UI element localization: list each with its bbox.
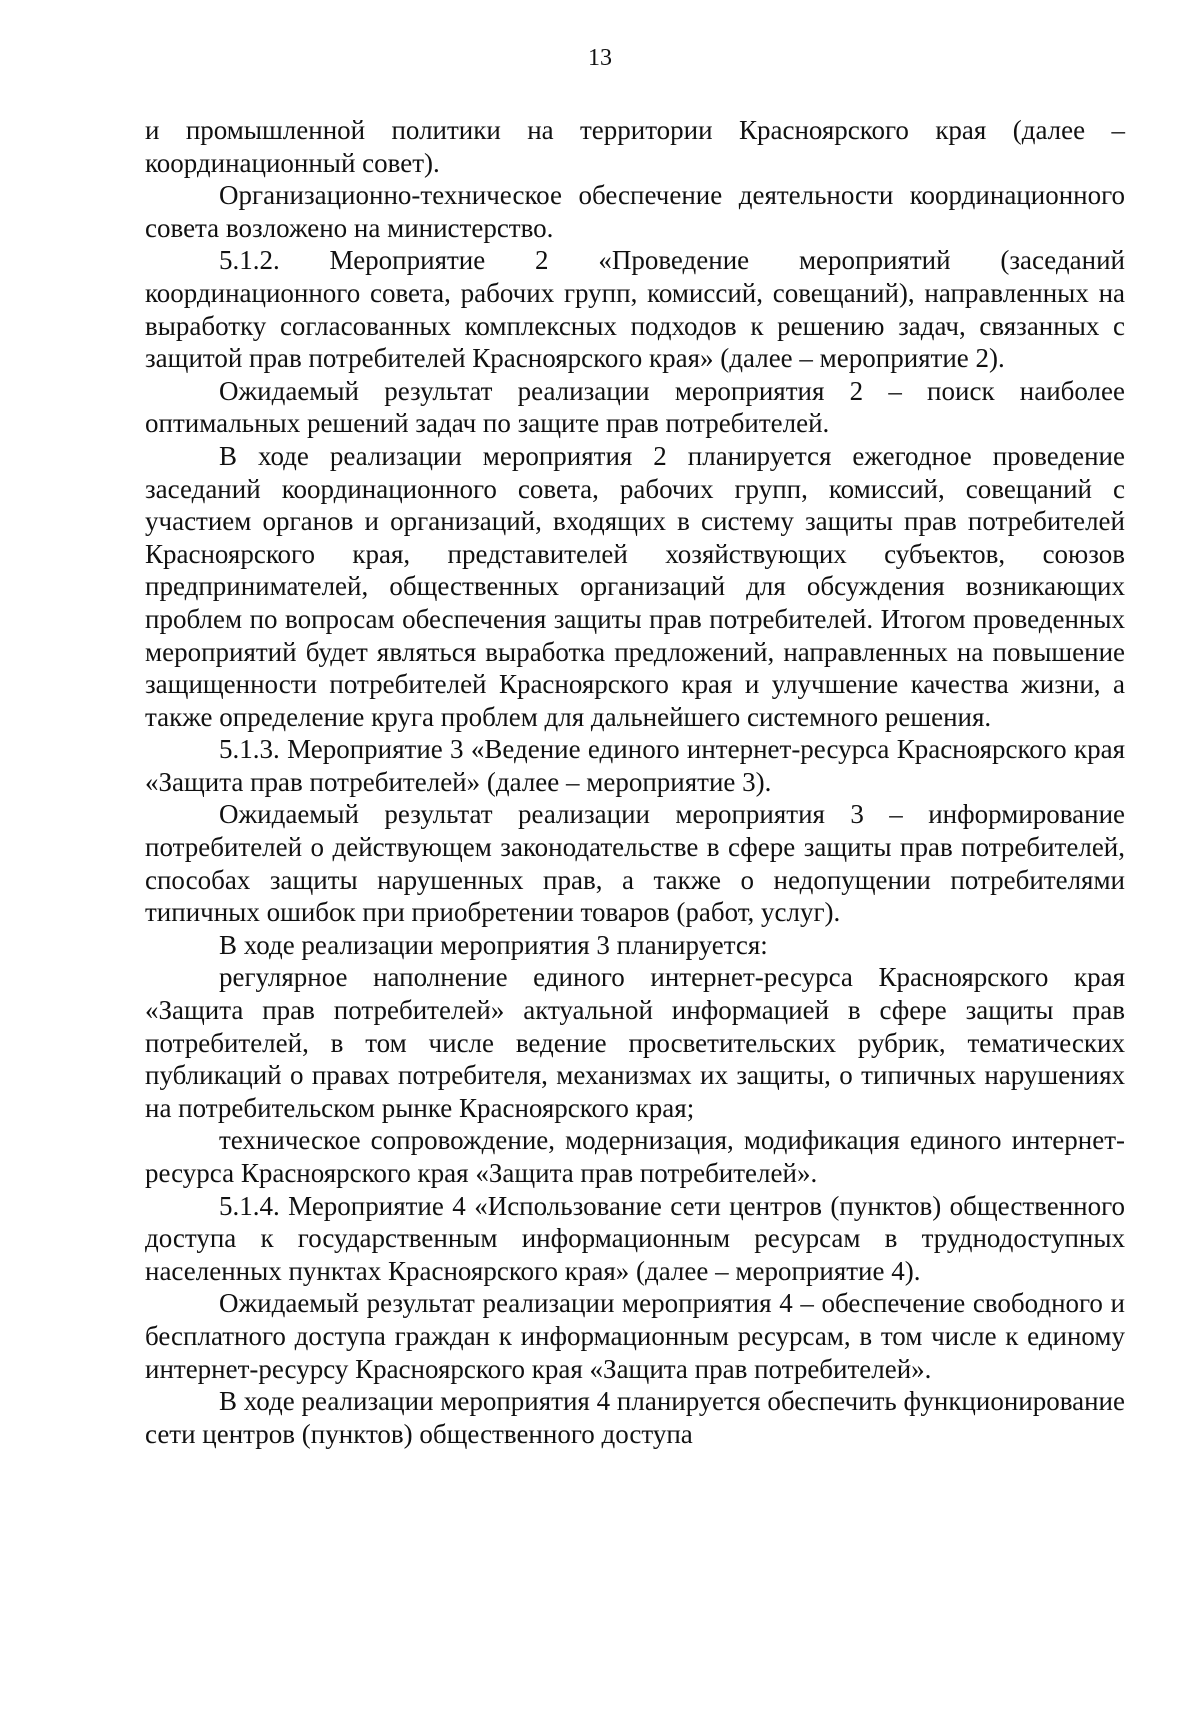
- paragraph: В ходе реализации мероприятия 4 планируется обеспечить функционирование сети центров (пунктов) общественного доступа: [145, 1386, 1125, 1449]
- paragraph-item-5-1-2: 5.1.2. Мероприятие 2 «Проведение мероприятий (заседаний координационного совета, рабочих групп, комиссий, совещаний), направленных на выработку согласованных комплексных подходов к решению задач, связанных с защитой прав потребителей Красноярского края» (далее – мероприятие 2).: [145, 245, 1125, 374]
- paragraph: Ожидаемый результат реализации мероприятия 2 – поиск наиболее оптимальных решений задач по защите прав потребителей.: [145, 375, 1125, 439]
- paragraph-item-5-1-3: 5.1.3. Мероприятие 3 «Ведение единого интернет-ресурса Красноярского края «Защита прав потребителей» (далее – мероприятие 3).: [145, 734, 1125, 797]
- page-number: 13: [588, 45, 612, 71]
- paragraph-item-5-1-4: 5.1.4. Мероприятие 4 «Использование сети центров (пунктов) общественного доступа к государственным информационным ресурсам в труднодоступных населенных пунктах Красноярского края» (далее – мероприятие 4).: [145, 1190, 1125, 1286]
- paragraph: Организационно-техническое обеспечение деятельности координационного совета возложено на министерство.: [145, 180, 1125, 243]
- paragraph: техническое сопровождение, модернизация, модификация единого интернет-ресурса Красноярского края «Защита прав потребителей».: [145, 1125, 1125, 1188]
- paragraph-continuation: и промышленной политики на территории Красноярского края (далее – координационный совет).: [145, 115, 1125, 178]
- paragraph: В ходе реализации мероприятия 3 планируется:: [219, 929, 768, 960]
- paragraph: Ожидаемый результат реализации мероприятия 4 – обеспечение свободного и бесплатного доступа граждан к информационным ресурсам, в том числе к единому интернет-ресурсу Красноярского края «Защита прав потребителей».: [145, 1288, 1125, 1384]
- paragraph: Ожидаемый результат реализации мероприятия 3 – информирование потребителей о действующем законодательстве в сфере защиты прав потребителей, способах защиты нарушенных прав, а также о недопущении потребителями типичных ошибок при приобретении товаров (работ, услуг).: [145, 799, 1125, 928]
- paragraph: В ходе реализации мероприятия 2 планируется ежегодное проведение заседаний координационного совета, рабочих групп, комиссий, совещаний с участием органов и организаций, входящих в систему защиты прав потребителей Красноярского края, представителей хозяйствующих субъектов, союзов предпринимателей, общественных организаций для обсуждения возникающих проблем по вопросам обеспечения защиты прав потребителей. Итогом проведенных мероприятий будет являться выработка предложений, направленных на повышение защищенности потребителей Красноярского края и улучшение качества жизни, а также определение круга проблем для дальнейшего системного решения.: [145, 440, 1125, 732]
- document-body: [145, 114, 1125, 1450]
- paragraph: регулярное наполнение единого интернет-ресурса Красноярского края «Защита прав потребителей» актуальной информацией в сфере защиты прав потребителей, в том числе ведение просветительских рубрик, тематических публикаций о правах потребителя, механизмах их защиты, о типичных нарушениях на потребительском рынке Красноярского края;: [145, 962, 1125, 1123]
